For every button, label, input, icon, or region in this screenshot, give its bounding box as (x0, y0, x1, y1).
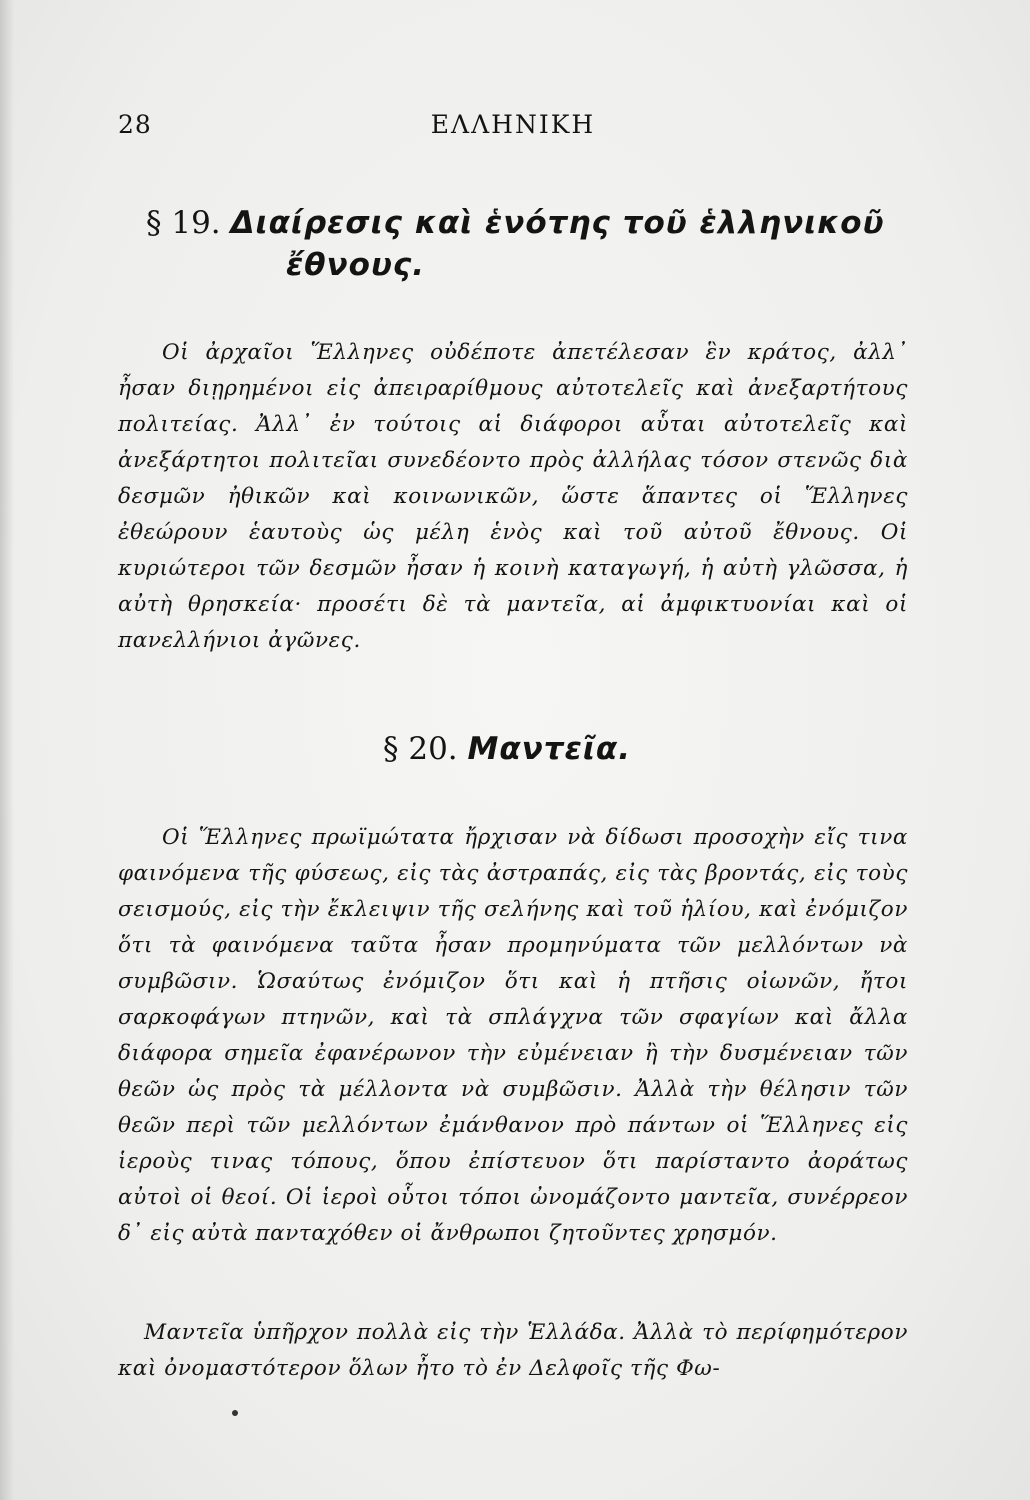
paragraph-1 (118, 335, 908, 659)
section-number: 20. (408, 731, 458, 767)
page-header (118, 110, 908, 150)
section-sign: § (383, 731, 399, 767)
scan-shadow (0, 0, 14, 1500)
paragraph-2 (118, 820, 908, 1252)
section-19-title (118, 202, 908, 244)
section-20-title (118, 728, 908, 770)
section-20-heading (118, 728, 908, 770)
ink-speck (232, 1410, 238, 1416)
section-title-text: Διαίρεσις καὶ ἑνότης τοῦ ἑλληνικοῦ (230, 205, 885, 241)
page-number: 28 (118, 110, 152, 139)
section-19-title-continued (118, 244, 908, 286)
running-head: ΕΛΛΗΝΙΚΗ (430, 110, 596, 139)
section-sign: § (146, 205, 162, 241)
paragraph-text: Οἱ ἀρχαῖοι Ἕλληνες οὐδέποτε ἀπετέλεσαν ἓν κράτος, ἀλλ᾽ ἦσαν διῃρημένοι εἰς ἀπειραρίθμους αὐτοτελεῖς καὶ ἀνεξαρτήτους πολιτείας. Ἀλλ᾽ ἐν τούτοις αἱ διάφοροι αὗται αὐτοτελεῖς καὶ ἀνεξάρτητοι πολιτεῖαι συνεδέοντο πρὸς ἀλλήλας τόσον στενῶς διὰ δεσμῶν ἠθικῶν καὶ κοινωνικῶν, ὥστε ἅπαντες οἱ Ἕλληνες ἐθεώρουν ἑαυτοὺς ὡς μέλη ἑνὸς καὶ τοῦ αὐτοῦ ἔθνους. Οἱ κυριώτεροι τῶν δεσμῶν ἦσαν ἡ κοινὴ καταγωγή, ἡ αὐτὴ γλῶσσα, ἡ αὐτὴ θρησκεία· προσέτι δὲ τὰ μαντεῖα, αἱ ἀμφικτυονίαι καὶ οἱ πανελλήνιοι ἀγῶνες. (118, 340, 908, 653)
paragraph-text: Οἱ Ἕλληνες πρωϊμώτατα ἤρχισαν νὰ δίδωσι προσοχὴν εἴς τινα φαινόμενα τῆς φύσεως, εἰς τὰς ἀστραπάς, εἰς τὰς βροντάς, εἰς τοὺς σεισμούς, εἰς τὴν ἔκλειψιν τῆς σελήνης καὶ τοῦ ἡλίου, καὶ ἐνόμιζον ὅτι τὰ φαινόμενα ταῦτα ἦσαν προμηνύματα τῶν μελλόντων νὰ συμβῶσιν. Ὡσαύτως ἐνόμιζον ὅτι καὶ ἡ πτῆσις οἰωνῶν, ἤτοι σαρκοφάγων πτηνῶν, καὶ τὰ σπλάγχνα τῶν σφαγίων καὶ ἄλλα διάφορα σημεῖα ἐφανέρωνον τὴν εὐμένειαν ἢ τὴν δυσμένειαν τῶν θεῶν ὡς πρὸς τὰ μέλλοντα νὰ συμβῶσιν. Ἀλλὰ τὴν θέλησιν τῶν θεῶν περὶ τῶν μελλόντων ἐμάνθανον πρὸ πάντων οἱ Ἕλληνες εἰς ἱεροὺς τινας τόπους, ὅπου ἐπίστευον ὅτι παρίσταντο ἀοράτως αὐτοὶ οἱ θεοί. Οἱ ἱεροὶ οὗτοι τόποι ὠνομάζοντο μαντεῖα, συνέρρεον δ᾽ εἰς αὐτὰ πανταχόθεν οἱ ἄνθρωποι ζητοῦντες χρησμόν. (118, 825, 908, 1246)
paragraph-3 (118, 1315, 908, 1387)
section-title-text-cont: ἔθνους. (286, 247, 426, 283)
section-19-heading (118, 202, 908, 286)
paragraph-text: Μαντεῖα ὑπῆρχον πολλὰ εἰς τὴν Ἑλλάδα. Ἀλλὰ τὸ περίφημότερον καὶ ὀνομαστότερον ὅλων ἦτο τὸ ἐν Δελφοῖς τῆς Φω- (118, 1320, 908, 1381)
section-title-text: Μαντεῖα. (467, 731, 631, 767)
section-number: 19. (171, 205, 221, 241)
